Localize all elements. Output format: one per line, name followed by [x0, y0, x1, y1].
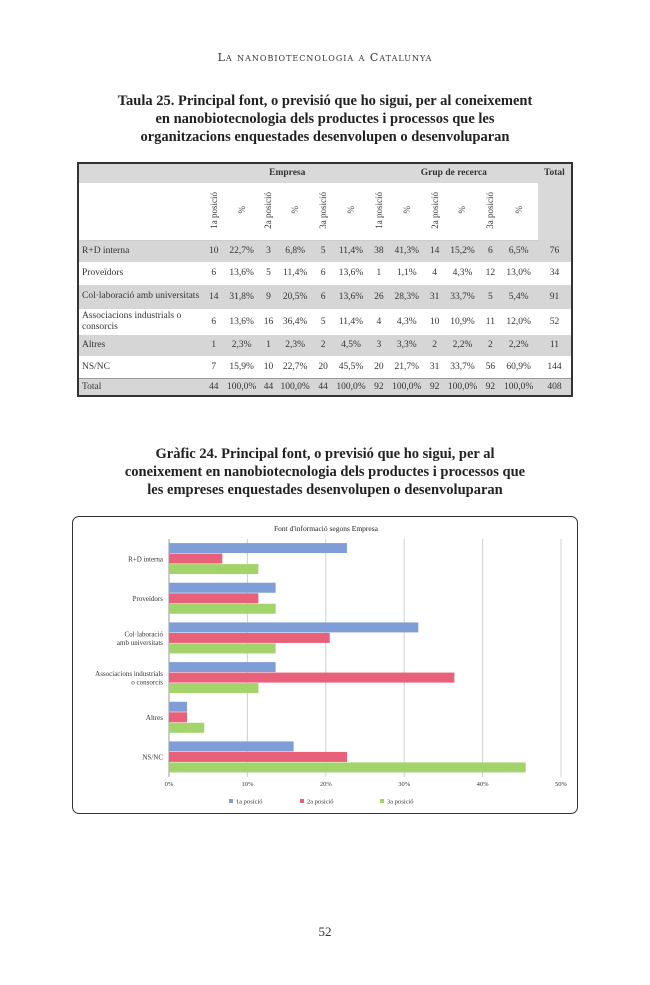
table-cell: 31 [426, 284, 444, 309]
total-cell: 408 [538, 378, 572, 396]
table-cell: 1 [261, 334, 277, 356]
table-cell: 4,5% [332, 334, 370, 356]
table-cell: 11,4% [332, 240, 370, 262]
subheader-cell [332, 183, 370, 240]
bar-3a-posicio [169, 762, 526, 772]
chart-caption-line: Gràfic 24. Principal font, o previsió que ho sigui, per al [155, 446, 495, 462]
table-cell: 6,5% [499, 240, 537, 262]
table-cell: 5 [261, 262, 277, 284]
table-cell: 6,8% [276, 240, 314, 262]
chart-caption [70, 445, 580, 499]
subheader-label: % [457, 206, 468, 214]
table-cell: 22,7% [276, 356, 314, 378]
row-label: Altres [78, 334, 205, 356]
x-tick-label: 50% [555, 781, 567, 788]
legend-swatch [229, 799, 233, 803]
total-cell: 100,0% [276, 378, 314, 396]
table-cell: 91 [538, 284, 572, 309]
legend-swatch [300, 799, 304, 803]
table-row [78, 334, 572, 356]
table-cell: 6 [205, 309, 223, 334]
subheader-label: 2a posició [429, 191, 440, 229]
legend-label: 2a posició [307, 798, 334, 806]
table-cell: 76 [538, 240, 572, 262]
table-cell: 2,2% [499, 334, 537, 356]
chart-caption-line: coneixement en nanobiotecnologia dels productes i processos que [124, 464, 526, 480]
table-cell: 13,6% [332, 262, 370, 284]
subheader-cell [444, 183, 482, 240]
table-cell: 11 [538, 334, 572, 356]
table-cell: 15,9% [223, 356, 261, 378]
total-cell: 100,0% [388, 378, 426, 396]
subheader-label: 2a posició [263, 191, 274, 229]
table-cell: 2,3% [223, 334, 261, 356]
table-row [78, 356, 572, 378]
x-tick-label: 40% [476, 781, 489, 788]
table-cell: 7 [205, 356, 223, 378]
table-cell: 10 [261, 356, 277, 378]
bar-3a-posicio [169, 683, 258, 693]
table-cell: 60,9% [499, 356, 537, 378]
legend-label: 3a posició [387, 798, 414, 806]
table-cell: 11 [481, 309, 499, 334]
table-cell: 4 [370, 309, 388, 334]
table-caption-line: organitzacions enquestades desenvolupen o desenvoluparan [140, 129, 510, 145]
subheader-label: 1a posició [208, 191, 219, 229]
table-cell: 10 [426, 309, 444, 334]
category-label: Proveïdors [132, 595, 163, 603]
table-cell: 10,9% [444, 309, 482, 334]
total-cell: 100,0% [444, 378, 482, 396]
subheader-blank [78, 183, 205, 240]
x-tick-label: 20% [319, 781, 332, 788]
table-cell: 2 [314, 334, 332, 356]
table-cell: 1 [370, 262, 388, 284]
subheader-cell [261, 183, 277, 240]
table-cell: 2 [426, 334, 444, 356]
category-label: Altres [145, 714, 163, 722]
subheader-label: 1a posició [373, 191, 384, 229]
table-cell: 31 [426, 356, 444, 378]
table-cell: 4,3% [444, 262, 482, 284]
category-label: R+D interna [128, 555, 163, 564]
table-cell: 2 [481, 334, 499, 356]
table-cell: 10 [205, 240, 223, 262]
table-cell: 4,3% [388, 309, 426, 334]
chart-frame [72, 516, 578, 814]
header-blank [78, 163, 205, 183]
table-caption [70, 92, 580, 146]
bar-2a-posicio [169, 673, 454, 683]
table-cell: 22,7% [223, 240, 261, 262]
subheader-label: % [290, 206, 301, 214]
total-cell: 100,0% [332, 378, 370, 396]
table-cell: 11,4% [276, 262, 314, 284]
table-cell: 56 [481, 356, 499, 378]
table-cell: 144 [538, 356, 572, 378]
header-grup-recerca: Grup de recerca [370, 163, 538, 183]
subheader-cell [314, 183, 332, 240]
total-cell: 44 [205, 378, 223, 396]
table-cell: 33,7% [444, 284, 482, 309]
subheader-label: % [513, 206, 524, 214]
data-table [77, 162, 573, 397]
subheader-label: % [345, 206, 356, 214]
subheader-cell [223, 183, 261, 240]
x-tick-label: 10% [241, 781, 254, 788]
subheader-cell [388, 183, 426, 240]
bar-3a-posicio [169, 604, 276, 614]
row-label: Col·laboració amb universitats [78, 284, 205, 309]
category-label: o consorcis [131, 678, 163, 687]
chart-title: Font d'informació segons Empresa [273, 524, 379, 533]
row-label: NS/NC [78, 356, 205, 378]
total-cell: 92 [370, 378, 388, 396]
table-cell: 9 [261, 284, 277, 309]
subheader-label: % [236, 206, 247, 214]
row-label: Associacions industrials o consorcis [78, 309, 205, 334]
table-cell: 6 [481, 240, 499, 262]
table-cell: 2,3% [276, 334, 314, 356]
table-cell: 3,3% [388, 334, 426, 356]
total-cell: 92 [481, 378, 499, 396]
table-row [78, 284, 572, 309]
x-tick-label: 30% [398, 781, 411, 788]
subheader-cell [426, 183, 444, 240]
table-cell: 11,4% [332, 309, 370, 334]
table-cell: 2,2% [444, 334, 482, 356]
table-caption-line: Taula 25. Principal font, o previsió que ho sigui, per al coneixement [117, 93, 533, 109]
table-cell: 31,8% [223, 284, 261, 309]
table-cell: 12,0% [499, 309, 537, 334]
table-cell: 41,3% [388, 240, 426, 262]
table-cell: 5 [314, 240, 332, 262]
table-cell: 20 [370, 356, 388, 378]
bar-1a-posicio [169, 741, 294, 751]
subheader-cell [205, 183, 223, 240]
bar-chart [73, 517, 579, 815]
table-cell: 5 [481, 284, 499, 309]
chart-caption-line: les empreses enquestades desenvolupen o desenvoluparan [147, 482, 503, 498]
bar-1a-posicio [169, 583, 276, 593]
table-cell: 20,5% [276, 284, 314, 309]
bar-3a-posicio [169, 723, 204, 733]
total-cell: 100,0% [499, 378, 537, 396]
category-label: amb universitats [116, 638, 163, 647]
table-cell: 1,1% [388, 262, 426, 284]
table-caption-line: en nanobiotecnologia dels productes i processos que les [155, 111, 495, 127]
subheader-label: 3a posició [485, 191, 496, 229]
row-label: R+D interna [78, 240, 205, 262]
table-cell: 13,6% [223, 262, 261, 284]
bar-2a-posicio [169, 593, 258, 603]
bar-1a-posicio [169, 543, 347, 553]
subheader-cell [499, 183, 537, 240]
table-cell: 5,4% [499, 284, 537, 309]
table-cell: 33,7% [444, 356, 482, 378]
table-cell: 6 [314, 284, 332, 309]
subheader-label: % [401, 206, 412, 214]
table-cell: 28,3% [388, 284, 426, 309]
table-cell: 20 [314, 356, 332, 378]
bar-1a-posicio [169, 662, 276, 672]
subheader-cell [370, 183, 388, 240]
subheader-cell [481, 183, 499, 240]
table-cell: 13,6% [332, 284, 370, 309]
table-row [78, 262, 572, 284]
row-label: Proveïdors [78, 262, 205, 284]
bar-1a-posicio [169, 622, 418, 632]
table-cell: 45,5% [332, 356, 370, 378]
table-cell: 21,7% [388, 356, 426, 378]
bar-3a-posicio [169, 564, 258, 574]
category-label: Associacions industrials [95, 670, 163, 679]
bar-2a-posicio [169, 633, 330, 643]
subheader-cell [276, 183, 314, 240]
table-cell: 3 [370, 334, 388, 356]
table-cell: 3 [261, 240, 277, 262]
bar-2a-posicio [169, 712, 187, 722]
subheader-label: 3a posició [318, 191, 329, 229]
table-cell: 34 [538, 262, 572, 284]
table-cell: 1 [205, 334, 223, 356]
bar-1a-posicio [169, 702, 187, 712]
table-row [78, 309, 572, 334]
page-number: 52 [318, 924, 332, 939]
total-cell: 92 [426, 378, 444, 396]
table-cell: 26 [370, 284, 388, 309]
table-cell: 12 [481, 262, 499, 284]
total-cell: 100,0% [223, 378, 261, 396]
category-label: NS/NC [142, 753, 163, 762]
table-cell: 13,0% [499, 262, 537, 284]
table-cell: 15,2% [444, 240, 482, 262]
category-label: Col·laboració [124, 630, 163, 639]
running-head: La nanobiotecnologia a Catalunya [217, 51, 433, 64]
table-row [78, 240, 572, 262]
table-cell: 14 [426, 240, 444, 262]
bar-3a-posicio [169, 643, 276, 653]
table-cell: 4 [426, 262, 444, 284]
table-cell: 6 [314, 262, 332, 284]
table-cell: 36,4% [276, 309, 314, 334]
table-cell: 38 [370, 240, 388, 262]
legend-swatch [380, 799, 384, 803]
table-cell: 6 [205, 262, 223, 284]
table-cell: 52 [538, 309, 572, 334]
table-cell: 14 [205, 284, 223, 309]
table-cell: 13,6% [223, 309, 261, 334]
table-cell: 16 [261, 309, 277, 334]
bar-2a-posicio [169, 752, 347, 762]
x-tick-label: 0% [164, 781, 174, 788]
table-cell: 5 [314, 309, 332, 334]
legend-label: 1a posició [236, 798, 263, 806]
header-total: Total [538, 163, 572, 240]
bar-2a-posicio [169, 554, 222, 564]
total-cell: 44 [314, 378, 332, 396]
total-cell: 44 [261, 378, 277, 396]
total-row-label: Total [78, 378, 205, 396]
header-empresa: Empresa [205, 163, 370, 183]
